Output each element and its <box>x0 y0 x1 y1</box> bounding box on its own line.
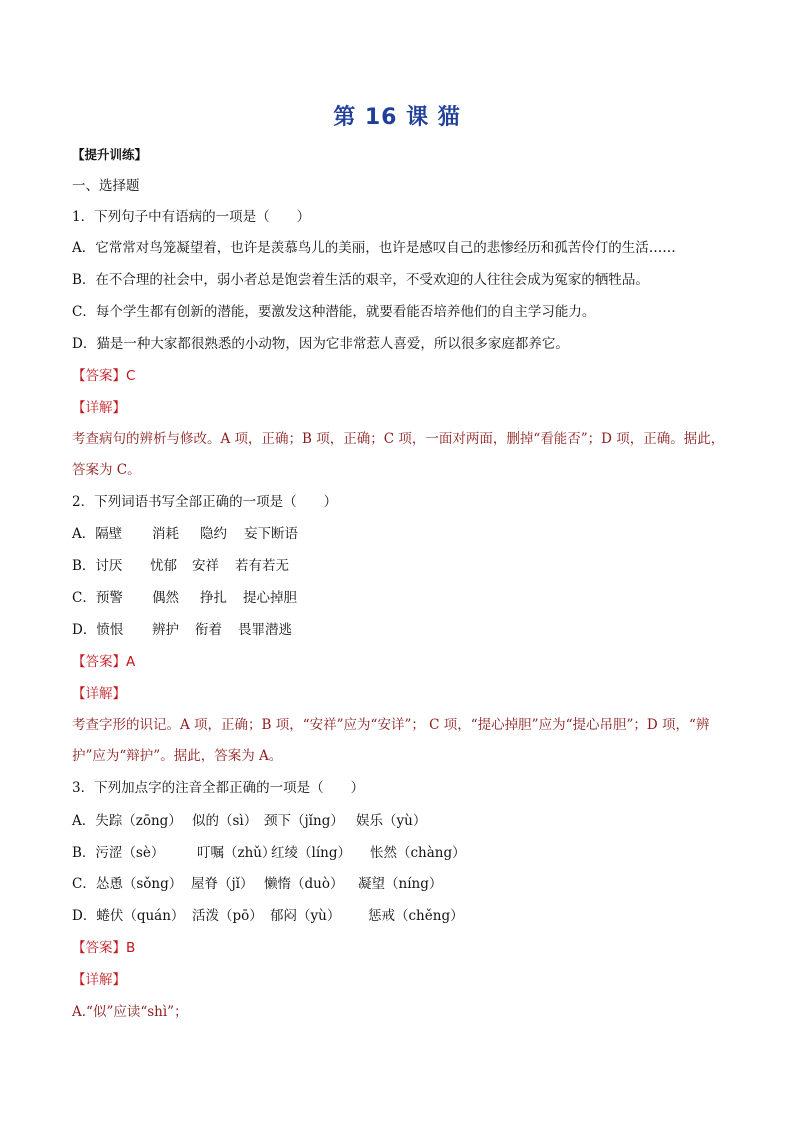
q3-detail-label: 【详解】 <box>72 972 126 988</box>
q2-option-a <box>72 524 298 544</box>
page-title: 第 16 课 猫 <box>333 105 461 130</box>
q2-d-word-3: 衔着 <box>195 622 222 638</box>
q2-c-word-3: 挣扎 <box>200 590 227 606</box>
q1-option-b: B．在不合理的社会中，弱小者总是饱尝着生活的艰辛，不受欢迎的人往往会成为冤家的牺牲品。 <box>72 272 649 288</box>
q3-option-a <box>72 811 426 831</box>
q3-a-item-4: 娱乐（yù） <box>356 813 427 829</box>
q2-a-word-1: A．隔壁 <box>72 526 123 542</box>
q3-b-item-3: 红绫（líng） <box>271 845 351 861</box>
q2-d-word-4: 畏罪潜逃 <box>238 622 292 638</box>
q3-d-item-2: 活泼（pō） <box>192 908 263 924</box>
q2-detail-line-2: 护”应为“辩护”。据此，答案为 A。 <box>72 748 283 764</box>
q3-option-b <box>72 843 466 863</box>
q2-a-word-2: 消耗 <box>152 526 179 542</box>
q3-c-item-3: 懒惰（duò） <box>264 876 344 892</box>
q3-c-item-4: 凝望（níng） <box>358 876 443 892</box>
q2-d-word-2: 辨护 <box>152 622 179 638</box>
q3-stem: 3．下列加点字的注音全都正确的一项是（ ） <box>72 780 365 796</box>
q1-detail-label: 【详解】 <box>72 400 126 416</box>
q2-stem: 2．下列词语书写全部正确的一项是（ ） <box>72 494 338 510</box>
q2-c-word-4: 提心掉胆 <box>243 590 297 606</box>
q2-detail-line-1: 考查字形的识记。A 项，正确；B 项，“安祥”应为“安详”； C 项，“提心掉胆”应为“提心吊胆”；D 项，“辨 <box>72 717 710 733</box>
q2-detail-label: 【详解】 <box>72 686 126 702</box>
q3-d-item-4: 惩戒（chěng） <box>368 908 464 924</box>
q3-c-item-1: C．怂恿（sǒng） <box>72 876 183 892</box>
q3-answer: 【答案】B <box>72 940 136 956</box>
q2-option-d <box>72 620 292 640</box>
q3-option-c <box>72 874 442 894</box>
q1-option-d: D．猫是一种大家都很熟悉的小动物，因为它非常惹人喜爱，所以很多家庭都养它。 <box>72 336 569 352</box>
q2-d-word-1: D．愤恨 <box>72 622 124 638</box>
q3-b-item-1: B．污涩（sè） <box>72 845 165 861</box>
q1-answer: 【答案】C <box>72 368 136 384</box>
q2-option-b <box>72 556 289 576</box>
q2-c-word-1: C．预警 <box>72 590 123 606</box>
q3-d-item-3: 郁闷（yù） <box>270 908 341 924</box>
q1-option-c: C．每个学生都有创新的潜能，要激发这种潜能，就要看能否培养他们的自主学习能力。 <box>72 304 596 320</box>
q1-detail-line-2: 答案为 C。 <box>72 462 141 478</box>
q3-b-item-2: 叮嘱（zhǔ） <box>197 845 276 861</box>
q3-d-item-1: D．蜷伏（quán） <box>72 908 185 924</box>
q1-option-a: A．它常常对鸟笼凝望着，也许是羡慕鸟儿的美丽，也许是感叹自己的悲惨经历和孤苦伶仃的生活…… <box>72 240 676 256</box>
q1-stem: 1．下列句子中有语病的一项是（ ） <box>72 209 311 225</box>
q2-c-word-2: 偶然 <box>152 590 179 606</box>
section-heading: 一、选择题 <box>72 178 140 194</box>
section-tag: 【提升训练】 <box>72 147 148 162</box>
q3-a-item-2: 似的（sì） <box>192 813 258 829</box>
q3-option-d <box>72 906 464 926</box>
q2-b-word-3: 安祥 <box>192 558 219 574</box>
q2-a-word-3: 隐约 <box>200 526 227 542</box>
q2-b-word-2: 忧郁 <box>150 558 177 574</box>
q3-detail-line-1: A.“似”应读“shì”； <box>72 1004 188 1020</box>
q3-c-item-2: 屋脊（jǐ） <box>191 876 254 892</box>
q2-answer: 【答案】A <box>72 654 136 670</box>
q3-a-item-3: 颈下（jǐng） <box>264 813 344 829</box>
q3-b-item-4: 怅然（chàng） <box>370 845 466 861</box>
q1-detail-line-1: 考查病句的辨析与修改。A 项，正确；B 项，正确；C 项，一面对两面，删掉“看能否”；D 项，正确。据此， <box>72 431 725 447</box>
q2-b-word-4: 若有若无 <box>235 558 289 574</box>
q2-option-c <box>72 588 297 608</box>
q2-a-word-4: 妄下断语 <box>244 526 298 542</box>
q3-a-item-1: A．失踪（zōng） <box>72 813 182 829</box>
q2-b-word-1: B．讨厌 <box>72 558 123 574</box>
